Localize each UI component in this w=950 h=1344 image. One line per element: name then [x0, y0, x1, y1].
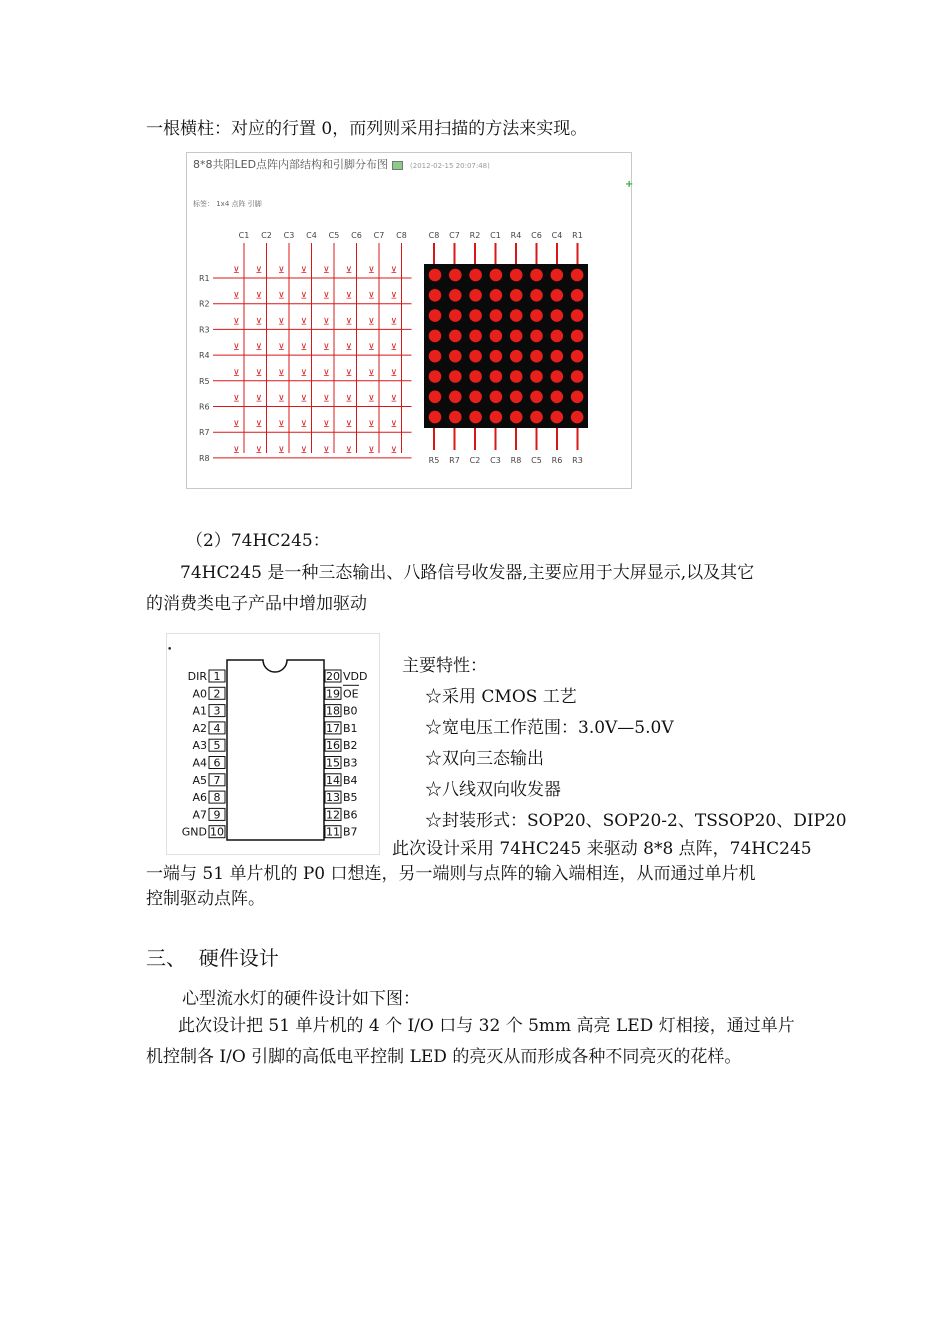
led-dot [530, 269, 543, 282]
led-diode-icon: ⊻ [323, 266, 330, 276]
led-diode-icon: ⊻ [300, 368, 308, 379]
led-dot [571, 391, 584, 404]
pin-label-top: C6 [531, 231, 542, 240]
pin-number: 3 [213, 704, 221, 718]
row-label: R1 [199, 274, 210, 283]
column-label: C3 [283, 231, 295, 240]
body-text-line: 机控制各 I/O 引脚的高低电平控制 LED 的亮灭从而形成各种不同亮灭的花样。 [146, 1047, 742, 1067]
body-text-line: 一根横柱：对应的行置 0，而列则采用扫描的方法来实现。 [146, 119, 588, 139]
figure-title: 8*8共阳LED点阵内部结构和引脚分布图 [193, 158, 389, 171]
led-diode-icon: ⊻ [323, 343, 330, 354]
led-dot [469, 370, 482, 383]
led-diode-icon: ⊻ [390, 291, 398, 302]
led-diode-icon: ⊻ [390, 420, 398, 431]
pin-label-top: C8 [428, 231, 440, 240]
led-diode-icon: ⊻ [368, 266, 375, 276]
pin-name: B2 [343, 739, 358, 753]
led-dot [429, 411, 442, 424]
feature-item: ☆采用 CMOS 工艺 [425, 687, 577, 707]
led-dot [429, 309, 442, 322]
row-label: R2 [199, 299, 210, 309]
led-dot [530, 391, 543, 404]
led-dot [449, 269, 462, 282]
pin-label-bottom: R5 [428, 456, 440, 465]
body-text-line: 此次设计把 51 单片机的 4 个 I/O 口与 32 个 5mm 高亮 LED 灯相接，通过单片 [178, 1016, 795, 1036]
led-dot [490, 309, 503, 322]
led-panel [424, 264, 588, 428]
pin-number: 12 [326, 808, 340, 822]
led-diode-icon: ⊻ [233, 266, 240, 276]
led-diode-icon: ⊻ [255, 420, 263, 431]
led-dot [551, 269, 564, 282]
feature-item: ☆宽电压工作范围：3.0V—5.0V [425, 718, 674, 738]
led-dot [449, 391, 462, 404]
pin-name: A6 [192, 791, 207, 805]
row-label: R5 [199, 376, 210, 386]
led-diode-icon: ⊻ [300, 394, 308, 405]
figure-timestamp: (2012-02-15 20:07:48) [410, 162, 490, 170]
led-dot [551, 350, 564, 363]
led-dot [571, 350, 584, 363]
pin-number: 1 [213, 670, 221, 683]
ic-body [227, 660, 324, 840]
led-dot [469, 289, 482, 302]
led-diode-icon: ⊻ [278, 368, 285, 379]
led-dot [469, 330, 482, 343]
column-label: C5 [328, 231, 340, 240]
pin-number: 17 [326, 721, 340, 735]
column-label: C2 [261, 231, 272, 240]
pin-name: DIR [187, 670, 207, 683]
section-heading: 三、 硬件设计 [146, 946, 279, 970]
led-dot [490, 391, 503, 404]
led-diode-icon: ⊻ [345, 343, 353, 354]
led-diode-icon: ⊻ [390, 445, 398, 456]
led-dot [469, 309, 482, 322]
led-diode-icon: ⊻ [368, 291, 375, 302]
led-diode-icon: ⊻ [345, 368, 353, 379]
led-dot [429, 350, 442, 363]
led-diode-icon: ⊻ [255, 266, 263, 276]
led-diode-icon: ⊻ [390, 317, 398, 328]
led-dot [469, 269, 482, 282]
feature-item: ☆八线双向收发器 [425, 780, 561, 800]
led-dot [571, 309, 584, 322]
column-label: C7 [373, 231, 385, 240]
pin-name: B6 [343, 808, 358, 822]
led-dot [429, 289, 442, 302]
led-matrix-diagram [187, 153, 634, 488]
led-dot [530, 309, 543, 322]
led-dot [449, 289, 462, 302]
plus-icon[interactable]: + [625, 179, 634, 190]
led-dot [469, 350, 482, 363]
pin-number: 20 [326, 670, 340, 683]
led-diode-icon: ⊻ [300, 291, 308, 302]
led-dot [490, 269, 503, 282]
pin-name: A7 [192, 808, 207, 822]
led-dot [469, 411, 482, 424]
pin-number: 7 [213, 773, 221, 787]
led-diode-icon: ⊻ [390, 343, 398, 354]
led-diode-icon: ⊻ [300, 420, 308, 431]
led-diode-icon: ⊻ [278, 394, 285, 405]
led-diode-icon: ⊻ [255, 445, 263, 456]
led-diode-icon: ⊻ [345, 445, 353, 456]
pin-name: B5 [343, 791, 358, 805]
pin-number: 4 [213, 721, 221, 735]
ic-pinout-diagram [167, 634, 379, 854]
pin-label-bottom: C5 [531, 456, 542, 465]
led-diode-icon: ⊻ [345, 317, 353, 328]
led-dot [551, 289, 564, 302]
pin-number: 2 [213, 687, 221, 701]
pin-label-bottom: R6 [551, 456, 563, 465]
pin-name: A5 [192, 773, 207, 787]
pin-name: A0 [192, 687, 207, 701]
pin-label-bottom: R7 [449, 456, 460, 465]
led-diode-icon: ⊻ [300, 343, 308, 354]
pin-label-bottom: R3 [572, 456, 583, 465]
features-title: 主要特性： [402, 656, 487, 676]
led-dot [510, 330, 523, 343]
led-diode-icon: ⊻ [368, 343, 375, 354]
led-diode-icon: ⊻ [390, 266, 398, 276]
led-diode-icon: ⊻ [300, 445, 308, 456]
led-dot [449, 350, 462, 363]
led-dot [429, 391, 442, 404]
led-diode-icon: ⊻ [368, 420, 375, 431]
pin-number: 11 [326, 825, 340, 839]
led-dot [510, 309, 523, 322]
pin-name: A2 [192, 721, 207, 735]
led-diode-icon: ⊻ [278, 445, 285, 456]
led-dot [449, 370, 462, 383]
pin-number: 5 [213, 739, 221, 753]
led-dot [469, 391, 482, 404]
pin-name: B1 [343, 721, 358, 735]
led-dot [429, 370, 442, 383]
row-label: R3 [199, 325, 210, 335]
pin-number: 14 [326, 773, 340, 787]
led-dot [429, 269, 442, 282]
led-dot [530, 289, 543, 302]
feature-item: ☆双向三态输出 [425, 749, 544, 769]
led-diode-icon: ⊻ [255, 317, 263, 328]
body-text-line: 心型流水灯的硬件设计如下图： [182, 989, 420, 1009]
led-dot [551, 391, 564, 404]
pin-label-top: R1 [572, 231, 583, 240]
body-text-line: 74HC245 是一种三态输出、八路信号收发器,主要应用于大屏显示,以及其它 [180, 563, 755, 583]
led-matrix-figure [186, 152, 632, 489]
led-dot [510, 370, 523, 383]
led-dot [551, 411, 564, 424]
led-dot [490, 370, 503, 383]
led-diode-icon: ⊻ [323, 420, 330, 431]
led-diode-icon: ⊻ [368, 368, 375, 379]
led-dot [571, 269, 584, 282]
pin-label-top: C7 [449, 231, 460, 240]
led-diode-icon: ⊻ [233, 291, 240, 302]
pin-label-bottom: C3 [490, 456, 501, 465]
row-label: R4 [199, 351, 210, 361]
pin-label-top: C4 [551, 231, 563, 240]
pin-name: GND [181, 825, 207, 839]
ic-pinout-figure [166, 633, 380, 855]
led-dot [530, 411, 543, 424]
led-diode-icon: ⊻ [323, 368, 330, 379]
led-diode-icon: ⊻ [345, 394, 353, 405]
led-dot [551, 330, 564, 343]
body-text-line: 此次设计采用 74HC245 来驱动 8*8 点阵，74HC245 [392, 839, 812, 859]
led-diode-icon: ⊻ [255, 291, 263, 302]
led-diode-icon: ⊻ [345, 420, 353, 431]
body-text-line: 的消费类电子产品中增加驱动 [146, 594, 367, 614]
led-diode-icon: ⊻ [278, 266, 285, 276]
row-label: R6 [199, 402, 210, 412]
led-diode-icon: ⊻ [233, 343, 240, 354]
pin-name: OE [343, 687, 359, 701]
led-dot [510, 350, 523, 363]
feature-item: ☆封装形式：SOP20、SOP20-2、TSSOP20、DIP20 [425, 811, 847, 831]
pin-number: 19 [326, 687, 340, 701]
led-diode-icon: ⊻ [233, 368, 240, 379]
led-dot [571, 330, 584, 343]
led-dot [530, 330, 543, 343]
pin-number: 6 [213, 756, 221, 770]
led-diode-icon: ⊻ [233, 420, 240, 431]
led-diode-icon: ⊻ [278, 317, 285, 328]
led-dot [571, 370, 584, 383]
pin-name: A3 [192, 739, 207, 753]
led-dot [490, 411, 503, 424]
led-dot [429, 330, 442, 343]
pin-label-bottom: C2 [469, 456, 481, 465]
body-text-line: 控制驱动点阵。 [146, 889, 265, 909]
pin-name: B4 [343, 773, 358, 787]
led-diode-icon: ⊻ [368, 445, 375, 456]
led-dot [449, 309, 462, 322]
pin-name: A4 [192, 756, 207, 770]
led-dot [510, 411, 523, 424]
led-diode-icon: ⊻ [233, 317, 240, 328]
pin-number: 16 [326, 739, 340, 753]
pin-label-top: R4 [510, 231, 522, 240]
led-diode-icon: ⊻ [255, 368, 263, 379]
pin-name: B0 [343, 704, 358, 718]
column-label: C6 [351, 231, 362, 240]
led-dot [449, 330, 462, 343]
led-dot [571, 411, 584, 424]
pin-name: B3 [343, 756, 358, 770]
led-dot [490, 330, 503, 343]
led-dot [449, 411, 462, 424]
led-diode-icon: ⊻ [278, 343, 285, 354]
led-diode-icon: ⊻ [323, 317, 330, 328]
led-diode-icon: ⊻ [278, 420, 285, 431]
led-dot [510, 269, 523, 282]
led-diode-icon: ⊻ [300, 266, 308, 276]
figure-tags: 标签： 1x4 点阵 引脚 [193, 200, 262, 208]
led-dot [551, 309, 564, 322]
led-dot [490, 350, 503, 363]
led-diode-icon: ⊻ [278, 291, 285, 302]
led-dot [510, 391, 523, 404]
section-subtitle: （2）74HC245： [186, 531, 330, 551]
pin-label-bottom: R8 [510, 456, 522, 465]
column-label: C8 [396, 231, 407, 240]
pin-number: 8 [213, 791, 221, 805]
led-diode-icon: ⊻ [323, 394, 330, 405]
row-label: R7 [199, 428, 210, 438]
led-diode-icon: ⊻ [255, 394, 263, 405]
led-diode-icon: ⊻ [345, 291, 353, 302]
led-diode-icon: ⊻ [300, 317, 308, 328]
pin-number: 10 [210, 825, 224, 839]
mark-icon: • [167, 645, 173, 655]
led-dot [510, 289, 523, 302]
led-diode-icon: ⊻ [368, 317, 375, 328]
led-dot [571, 289, 584, 302]
led-dot [530, 370, 543, 383]
pin-label-top: R2 [469, 231, 481, 240]
row-label: R8 [199, 453, 210, 463]
pin-name: VDD [343, 670, 368, 683]
pin-number: 13 [326, 791, 340, 805]
led-diode-icon: ⊻ [233, 394, 240, 405]
led-diode-icon: ⊻ [255, 343, 263, 354]
led-diode-icon: ⊻ [345, 266, 353, 276]
led-diode-icon: ⊻ [390, 394, 398, 405]
pin-name: A1 [192, 704, 207, 718]
led-dot [530, 350, 543, 363]
led-diode-icon: ⊻ [390, 368, 398, 379]
pin-number: 15 [326, 756, 340, 770]
led-diode-icon: ⊻ [233, 445, 240, 456]
column-label: C1 [238, 231, 250, 240]
body-text-line: 一端与 51 单片机的 P0 口想连，另一端则与点阵的输入端相连，从而通过单片机 [146, 864, 756, 884]
pin-number: 9 [213, 808, 221, 822]
pin-label-top: C1 [490, 231, 501, 240]
led-diode-icon: ⊻ [323, 445, 330, 456]
led-dot [551, 370, 564, 383]
pin-name: B7 [343, 825, 358, 839]
led-diode-icon: ⊻ [323, 291, 330, 302]
column-label: C4 [306, 231, 317, 240]
pin-number: 18 [326, 704, 340, 718]
led-diode-icon: ⊻ [368, 394, 375, 405]
led-dot [490, 289, 503, 302]
